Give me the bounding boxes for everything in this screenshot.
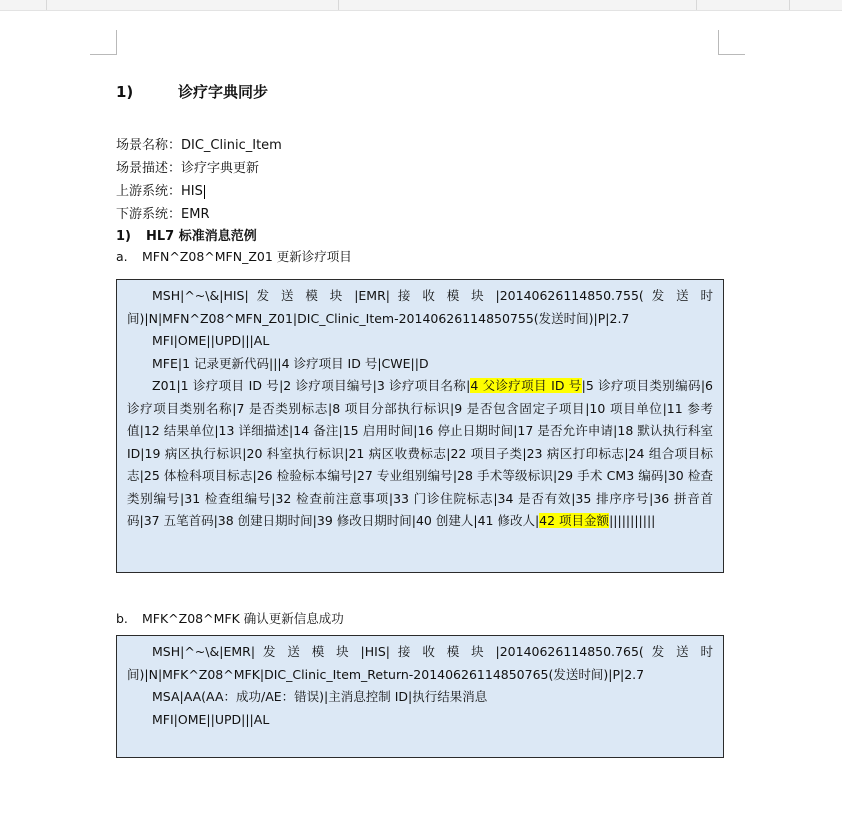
item-b-title: MFK^Z08^MFK 确认更新信息成功 — [142, 611, 344, 626]
section-number: 1) — [116, 83, 134, 101]
downstream-line — [116, 203, 209, 222]
upstream-line[interactable] — [116, 180, 205, 199]
item-a-label: a. — [116, 249, 128, 264]
scene-name-line — [116, 134, 282, 153]
top-ruler — [0, 0, 842, 11]
mfe-line: MFE|1 记录更新代码|||4 诊疗项目 ID 号|CWE||D — [152, 355, 429, 371]
scene-desc-value: 诊疗字典更新 — [181, 161, 260, 176]
message-box-a — [116, 279, 724, 573]
text-cursor — [204, 185, 205, 199]
msh-line: MSH|^~\&|EMR| 发 送 模 块 |HIS| 接 收 模 块 |20140626114850.765( 发 送 时 间)|N|MFK^Z08^MFK|DIC_Clinic_Item_Return-20140626114850765(发送时间)|P|2.7 — [127, 644, 713, 682]
section-heading — [116, 81, 268, 102]
sub-heading-number: 1) — [116, 229, 131, 244]
item-a-title: MFN^Z08^MFN_Z01 更新诊疗项目 — [142, 249, 352, 264]
message-box-b — [116, 635, 724, 758]
mfi-line: MFI|OME||UPD|||AL — [152, 333, 270, 348]
scene-name-value: DIC_Clinic_Item — [181, 138, 282, 153]
highlight-parent-id: 4 父诊疗项目 ID 号 — [470, 378, 582, 393]
upstream-label: 上游系统： — [116, 184, 182, 199]
scene-name-label: 场景名称： — [116, 138, 182, 153]
margin-corner-left — [90, 30, 117, 55]
scene-desc-label: 场景描述： — [116, 161, 182, 176]
msh-line: MSH|^~\&|HIS| 发 送 模 块 |EMR| 接 收 模 块 |20140626114850.755( 发 送 时 间)|N|MFN^Z08^MFN_Z01|DIC_Clinic_Item-20140626114850755(发送时间)|P|2.7 — [127, 288, 713, 326]
upstream-value: HIS — [181, 184, 203, 199]
item-b-label: b. — [116, 611, 128, 626]
sub-heading-title: HL7 标准消息范例 — [146, 229, 257, 244]
highlight-item-amount: 42 项目金额 — [539, 513, 610, 528]
mfi-line: MFI|OME||UPD|||AL — [152, 711, 270, 727]
z01-segment-2: |5 诊疗项目类别编码|6 诊疗项目类别名称|7 是否类别标志|8 项目分部执行标识|9 是否包含固定子项目|10 项目单位|11 参考值|12 结果单位|13 详细描述|14 备注|15 启用时间|16 停止日期时间|17 是否允许申请|18 默认执行科室 ID|19 病区执行标识|20 科室执行标识|21 病区收费标志|22 项目子类|23 病区打印标志|24 组合项目标志|25 体检科项目标志|26 检验标本编号|27 专业组别编号|28 手术等级标识|29 手术 CM3 编码|30 检查类别编号|31 检查组编号|32 检查前注意事项|33 门诊住院标志|34 是否有效|35 排序序号|36 拼音首码|37 五笔首码|38 创建日期时间|39 修改日期时间|40 创建人|41 修改人| — [127, 378, 713, 528]
section-title: 诊疗字典同步 — [178, 83, 269, 101]
item-a-heading — [116, 247, 352, 265]
z01-segment-1: Z01|1 诊疗项目 ID 号|2 诊疗项目编号|3 诊疗项目名称| — [152, 378, 471, 393]
downstream-value: EMR — [181, 207, 210, 222]
scene-desc-line — [116, 157, 259, 176]
msa-line: MSA|AA(AA：成功/AE：错误)|主消息控制 ID|执行结果消息 — [152, 689, 488, 704]
sub-heading — [116, 225, 257, 244]
downstream-label: 下游系统： — [116, 207, 182, 222]
z01-line — [127, 375, 713, 533]
item-b-heading — [116, 609, 344, 627]
margin-corner-right — [718, 30, 745, 55]
z01-segment-3: ||||||||||| — [609, 513, 656, 528]
